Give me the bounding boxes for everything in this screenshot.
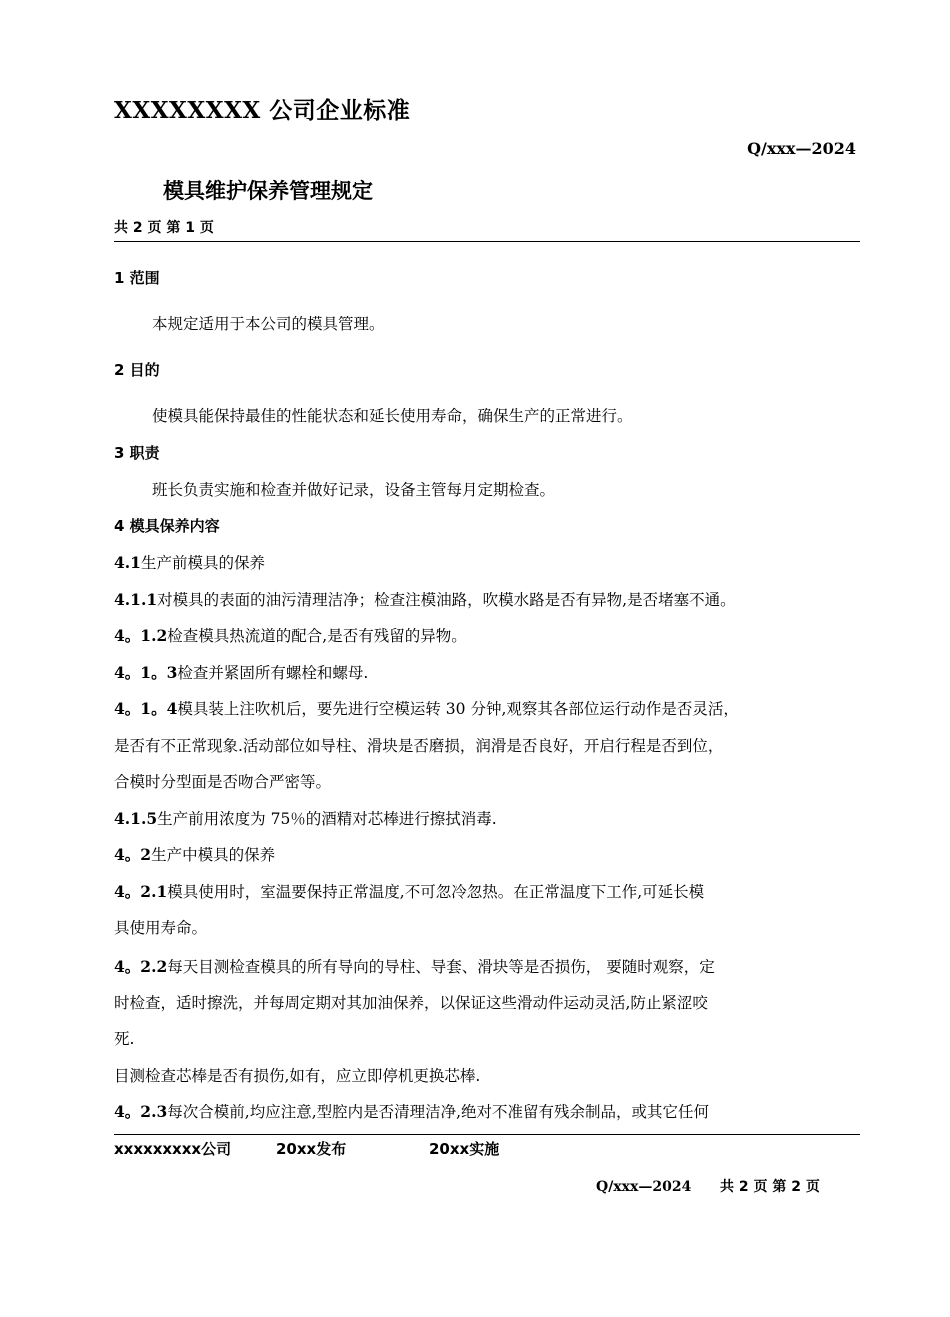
header-divider	[114, 241, 860, 242]
clause-number: 4。2.1	[114, 882, 168, 901]
clause-number: 4.1	[114, 553, 141, 572]
clause-number: 4。1。4	[114, 699, 178, 718]
footer-line	[114, 1138, 499, 1159]
clause-number: 4。1。3	[114, 663, 178, 682]
footer-standard-number: Q/xxx—2024	[596, 1179, 692, 1195]
clause-number: 4.1.1	[114, 590, 158, 609]
clause-number: 4。2	[114, 845, 152, 864]
clause-text: 生产前用浓度为 75％的酒精对芯棒进行擦拭消毒.	[157, 810, 497, 828]
section-1-body: 本规定适用于本公司的模具管理。	[152, 315, 385, 333]
clause-4-2-2	[114, 955, 715, 977]
clause-text: 检查模具热流道的配合,是否有残留的异物。	[167, 627, 467, 645]
clause-text: 生产前模具的保养	[140, 554, 265, 572]
company-standard-title: XXXXXXXX 公司企业标准	[114, 97, 411, 124]
section-3-heading: 3 职责	[114, 444, 160, 462]
clause-text: 生产中模具的保养	[151, 846, 276, 864]
footer-issued: 20xx发布	[276, 1140, 347, 1158]
page-info: 共 2 页 第 1 页	[114, 220, 214, 236]
section-1-heading: 1 范围	[114, 269, 160, 287]
clause-4-2-1-line-2: 具使用寿命。	[114, 919, 208, 937]
clause-4-1-5	[114, 807, 497, 829]
section-2-body: 使模具能保持最佳的性能状态和延长使用寿命，确保生产的正常进行。	[152, 407, 633, 425]
clause-4-1	[114, 551, 265, 573]
clause-4-1-4-line-3: 合模时分型面是否吻合严密等。	[114, 773, 332, 791]
clause-number: 4.1.5	[114, 809, 158, 828]
section-2-heading: 2 目的	[114, 361, 160, 379]
clause-text: 对模具的表面的油污清理洁净；检查注模油路，吹模水路是否有异物,是否堵塞不通。	[157, 591, 736, 609]
clause-text: 每天目测检查模具的所有导向的导柱、导套、滑块等是否损伤， 要随时观察，定	[167, 958, 715, 976]
clause-text: 模具装上注吹机后，要先进行空模运转 30 分钟,观察其各部位运行动作是否灵活，	[177, 700, 739, 718]
footer-page-line	[596, 1176, 820, 1196]
footer-company: xxxxxxxxx公司	[114, 1140, 232, 1158]
document-title: 模具维护保养管理规定	[163, 179, 373, 203]
footer-implemented: 20xx实施	[429, 1140, 500, 1158]
clause-4-2-3	[114, 1100, 709, 1122]
section-3-body: 班长负责实施和检查并做好记录，设备主管每月定期检查。	[152, 481, 556, 499]
clause-4-1-4	[114, 697, 739, 719]
footer-page-info: 共 2 页 第 2 页	[720, 1179, 820, 1195]
clause-number: 4。2.2	[114, 957, 168, 976]
clause-number: 4。2.3	[114, 1102, 168, 1121]
clause-4-2-2-line-2: 时检查，适时擦洗，并每周定期对其加油保养，以保证这些滑动件运动灵活,防止紧涩咬	[114, 994, 708, 1012]
clause-4-1-3	[114, 661, 368, 683]
footer-divider	[114, 1134, 860, 1135]
clause-text: 检查并紧固所有螺栓和螺母.	[177, 664, 369, 682]
clause-4-2-1	[114, 880, 704, 902]
clause-4-1-2	[114, 624, 467, 646]
section-4-heading: 4 模具保养内容	[114, 517, 220, 535]
clause-number: 4。1.2	[114, 626, 168, 645]
clause-text: 模具使用时，室温要保持正常温度,不可忽冷忽热。在正常温度下工作,可延长模	[167, 883, 705, 901]
clause-4-2	[114, 843, 275, 865]
clause-4-2-2-line-3: 死.	[114, 1030, 135, 1048]
clause-text: 每次合模前,均应注意,型腔内是否清理洁净,绝对不准留有残余制品，或其它任何	[167, 1103, 710, 1121]
clause-4-1-4-line-2: 是否有不正常现象.活动部位如导柱、滑块是否磨损，润滑是否良好，开启行程是否到位，	[114, 737, 724, 755]
clause-4-2-2-line-4: 目测检查芯棒是否有损伤,如有，应立即停机更换芯棒.	[114, 1067, 481, 1085]
standard-number: Q/xxx—2024	[747, 139, 856, 158]
clause-4-1-1	[114, 588, 736, 610]
